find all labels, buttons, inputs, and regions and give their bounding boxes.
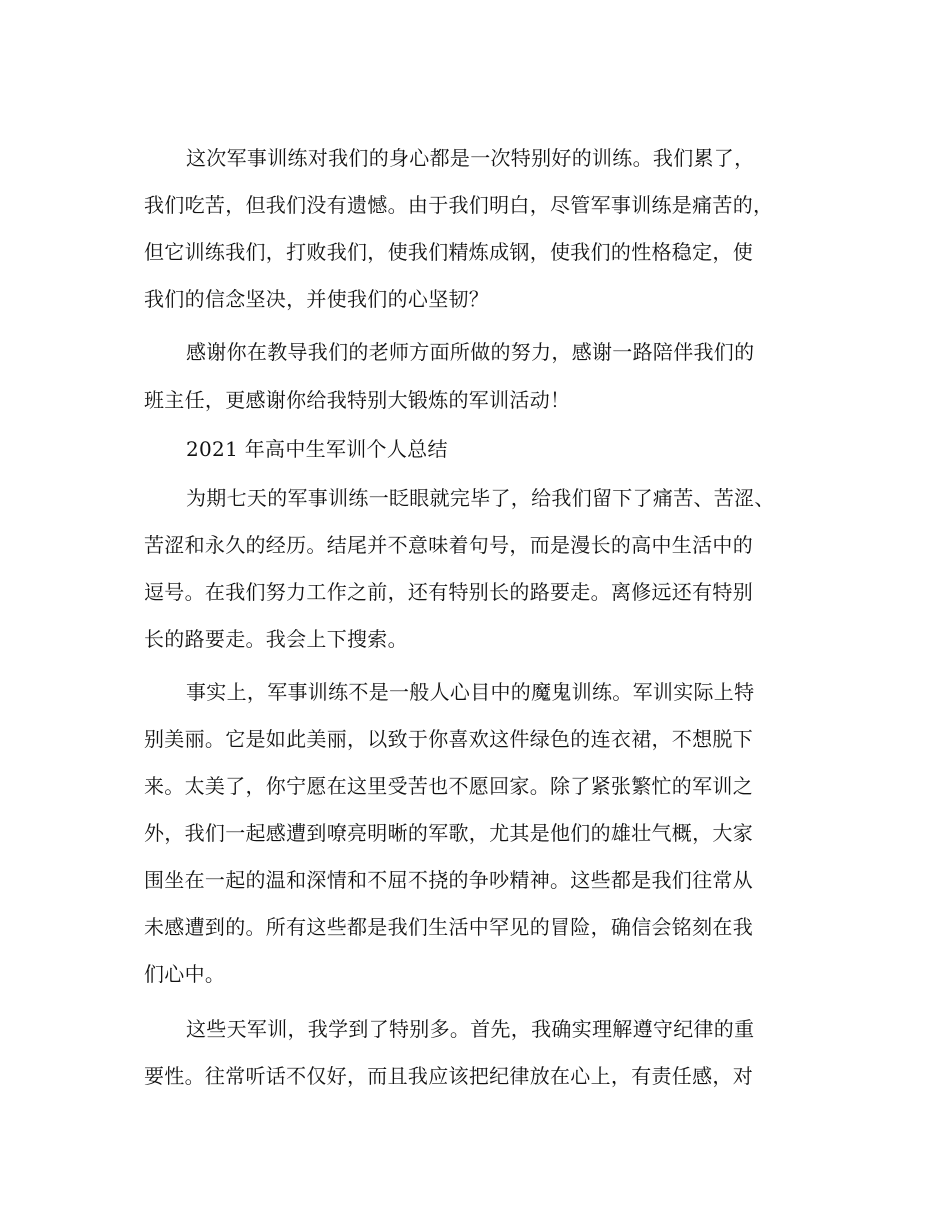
paragraph-line: 感谢你在教导我们的老师方面所做的努力，感谢一路陪伴我们的	[186, 340, 755, 364]
paragraph-line: 外，我们一起感遭到嘹亮明晰的军歌，尤其是他们的雄壮气概，大家	[144, 821, 753, 845]
paragraph-line: 逗号。在我们努力工作之前，还有特别长的路要走。离修远还有特别	[144, 580, 753, 604]
paragraph-line: 我们吃苦，但我们没有遗憾。由于我们明白，尽管军事训练是痛苦的，	[144, 193, 774, 217]
paragraph-line: 事实上，军事训练不是一般人心目中的魔鬼训练。军训实际上特	[186, 680, 755, 704]
paragraph-line: 来。太美了，你宁愿在这里受苦也不愿回家。除了紧张繁忙的军训之	[144, 774, 753, 798]
paragraph-line: 我们的信念坚决，并使我们的心坚韧？	[144, 287, 490, 311]
paragraph-line: 们心中。	[144, 962, 226, 986]
paragraph-line: 要性。往常听话不仅好，而且我应该把纪律放在心上，有责任感，对	[144, 1064, 753, 1088]
section-heading: 2021 年高中生军训个人总结	[186, 437, 448, 461]
paragraph-line: 长的路要走。我会上下搜索。	[144, 627, 408, 651]
paragraph-line: 但它训练我们，打败我们，使我们精炼成钢，使我们的性格稳定，使	[144, 240, 753, 264]
paragraph-line: 未感遭到的。所有这些都是我们生活中罕见的冒险，确信会铭刻在我	[144, 915, 753, 939]
paragraph-line: 苦涩和永久的经历。结尾并不意味着句号，而是漫长的高中生活中的	[144, 533, 753, 557]
paragraph-line: 为期七天的军事训练一眨眼就完毕了，给我们留下了痛苦、苦涩、	[186, 486, 775, 510]
paragraph-line: 这次军事训练对我们的身心都是一次特别好的训练。我们累了，	[186, 146, 755, 170]
paragraph-line: 班主任，更感谢你给我特别大锻炼的军训活动！	[144, 388, 571, 412]
paragraph-line: 围坐在一起的温和深情和不屈不挠的争吵精神。这些都是我们往常从	[144, 868, 753, 892]
paragraph-line: 这些天军训，我学到了特别多。首先，我确实理解遵守纪律的重	[186, 1017, 755, 1041]
paragraph-line: 别美丽。它是如此美丽，以致于你喜欢这件绿色的连衣裙，不想脱下	[144, 727, 753, 751]
